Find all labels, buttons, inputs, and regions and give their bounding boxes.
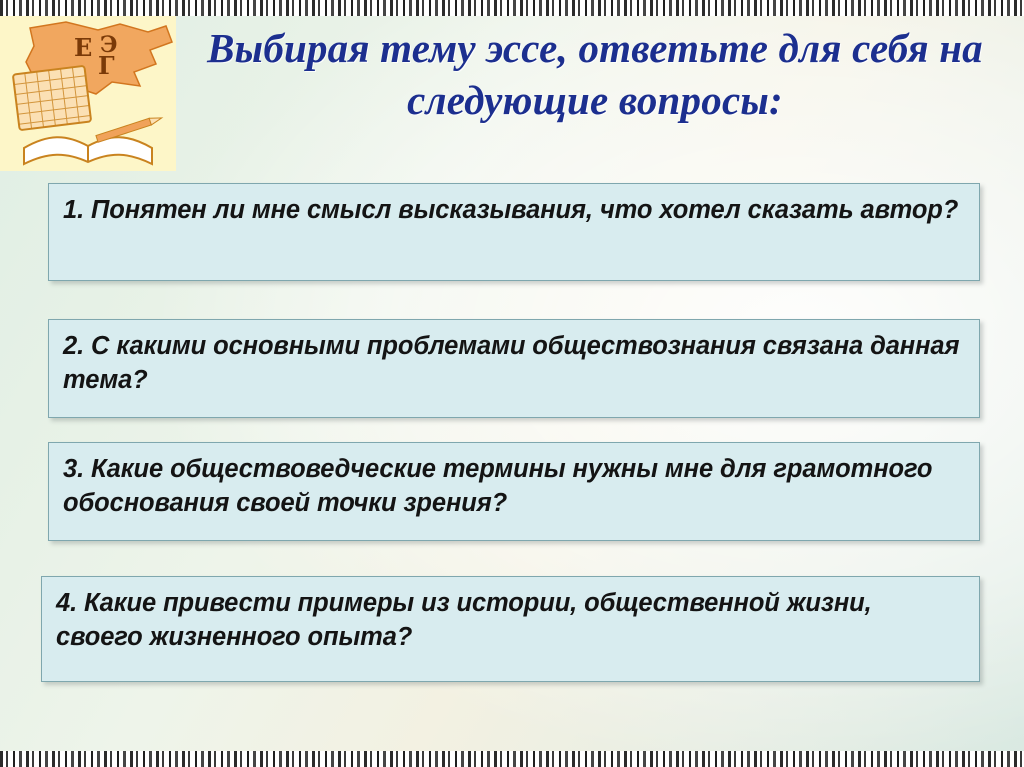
question-item-4 xyxy=(41,576,980,682)
question-text-3: 3. Какие обществоведческие термины нужны мне для грамотного обоснования своей точки зрения? xyxy=(63,455,933,517)
svg-text:Г: Г xyxy=(98,51,115,80)
film-strip-bottom-decoration xyxy=(0,751,1024,767)
ege-books-russia-map-emblem-icon xyxy=(0,16,176,171)
question-text-1: 1. Понятен ли мне смысл высказывания, что хотел сказать автор? xyxy=(63,196,959,224)
slide-title: Выбирая тему эссе, ответьте для себя на следующие вопросы: xyxy=(207,25,983,124)
question-text-4: 4. Какие привести примеры из истории, общественной жизни, своего жизненного опыта? xyxy=(56,589,872,651)
question-item-3 xyxy=(48,442,980,541)
question-text-2: 2. С какими основными проблемами обществознания связана данная тема? xyxy=(63,332,960,394)
svg-text:Э: Э xyxy=(100,32,118,58)
film-strip-top-decoration xyxy=(0,0,1024,16)
question-item-2 xyxy=(48,319,980,418)
question-item-1 xyxy=(48,183,980,281)
svg-text:Е: Е xyxy=(74,33,93,62)
